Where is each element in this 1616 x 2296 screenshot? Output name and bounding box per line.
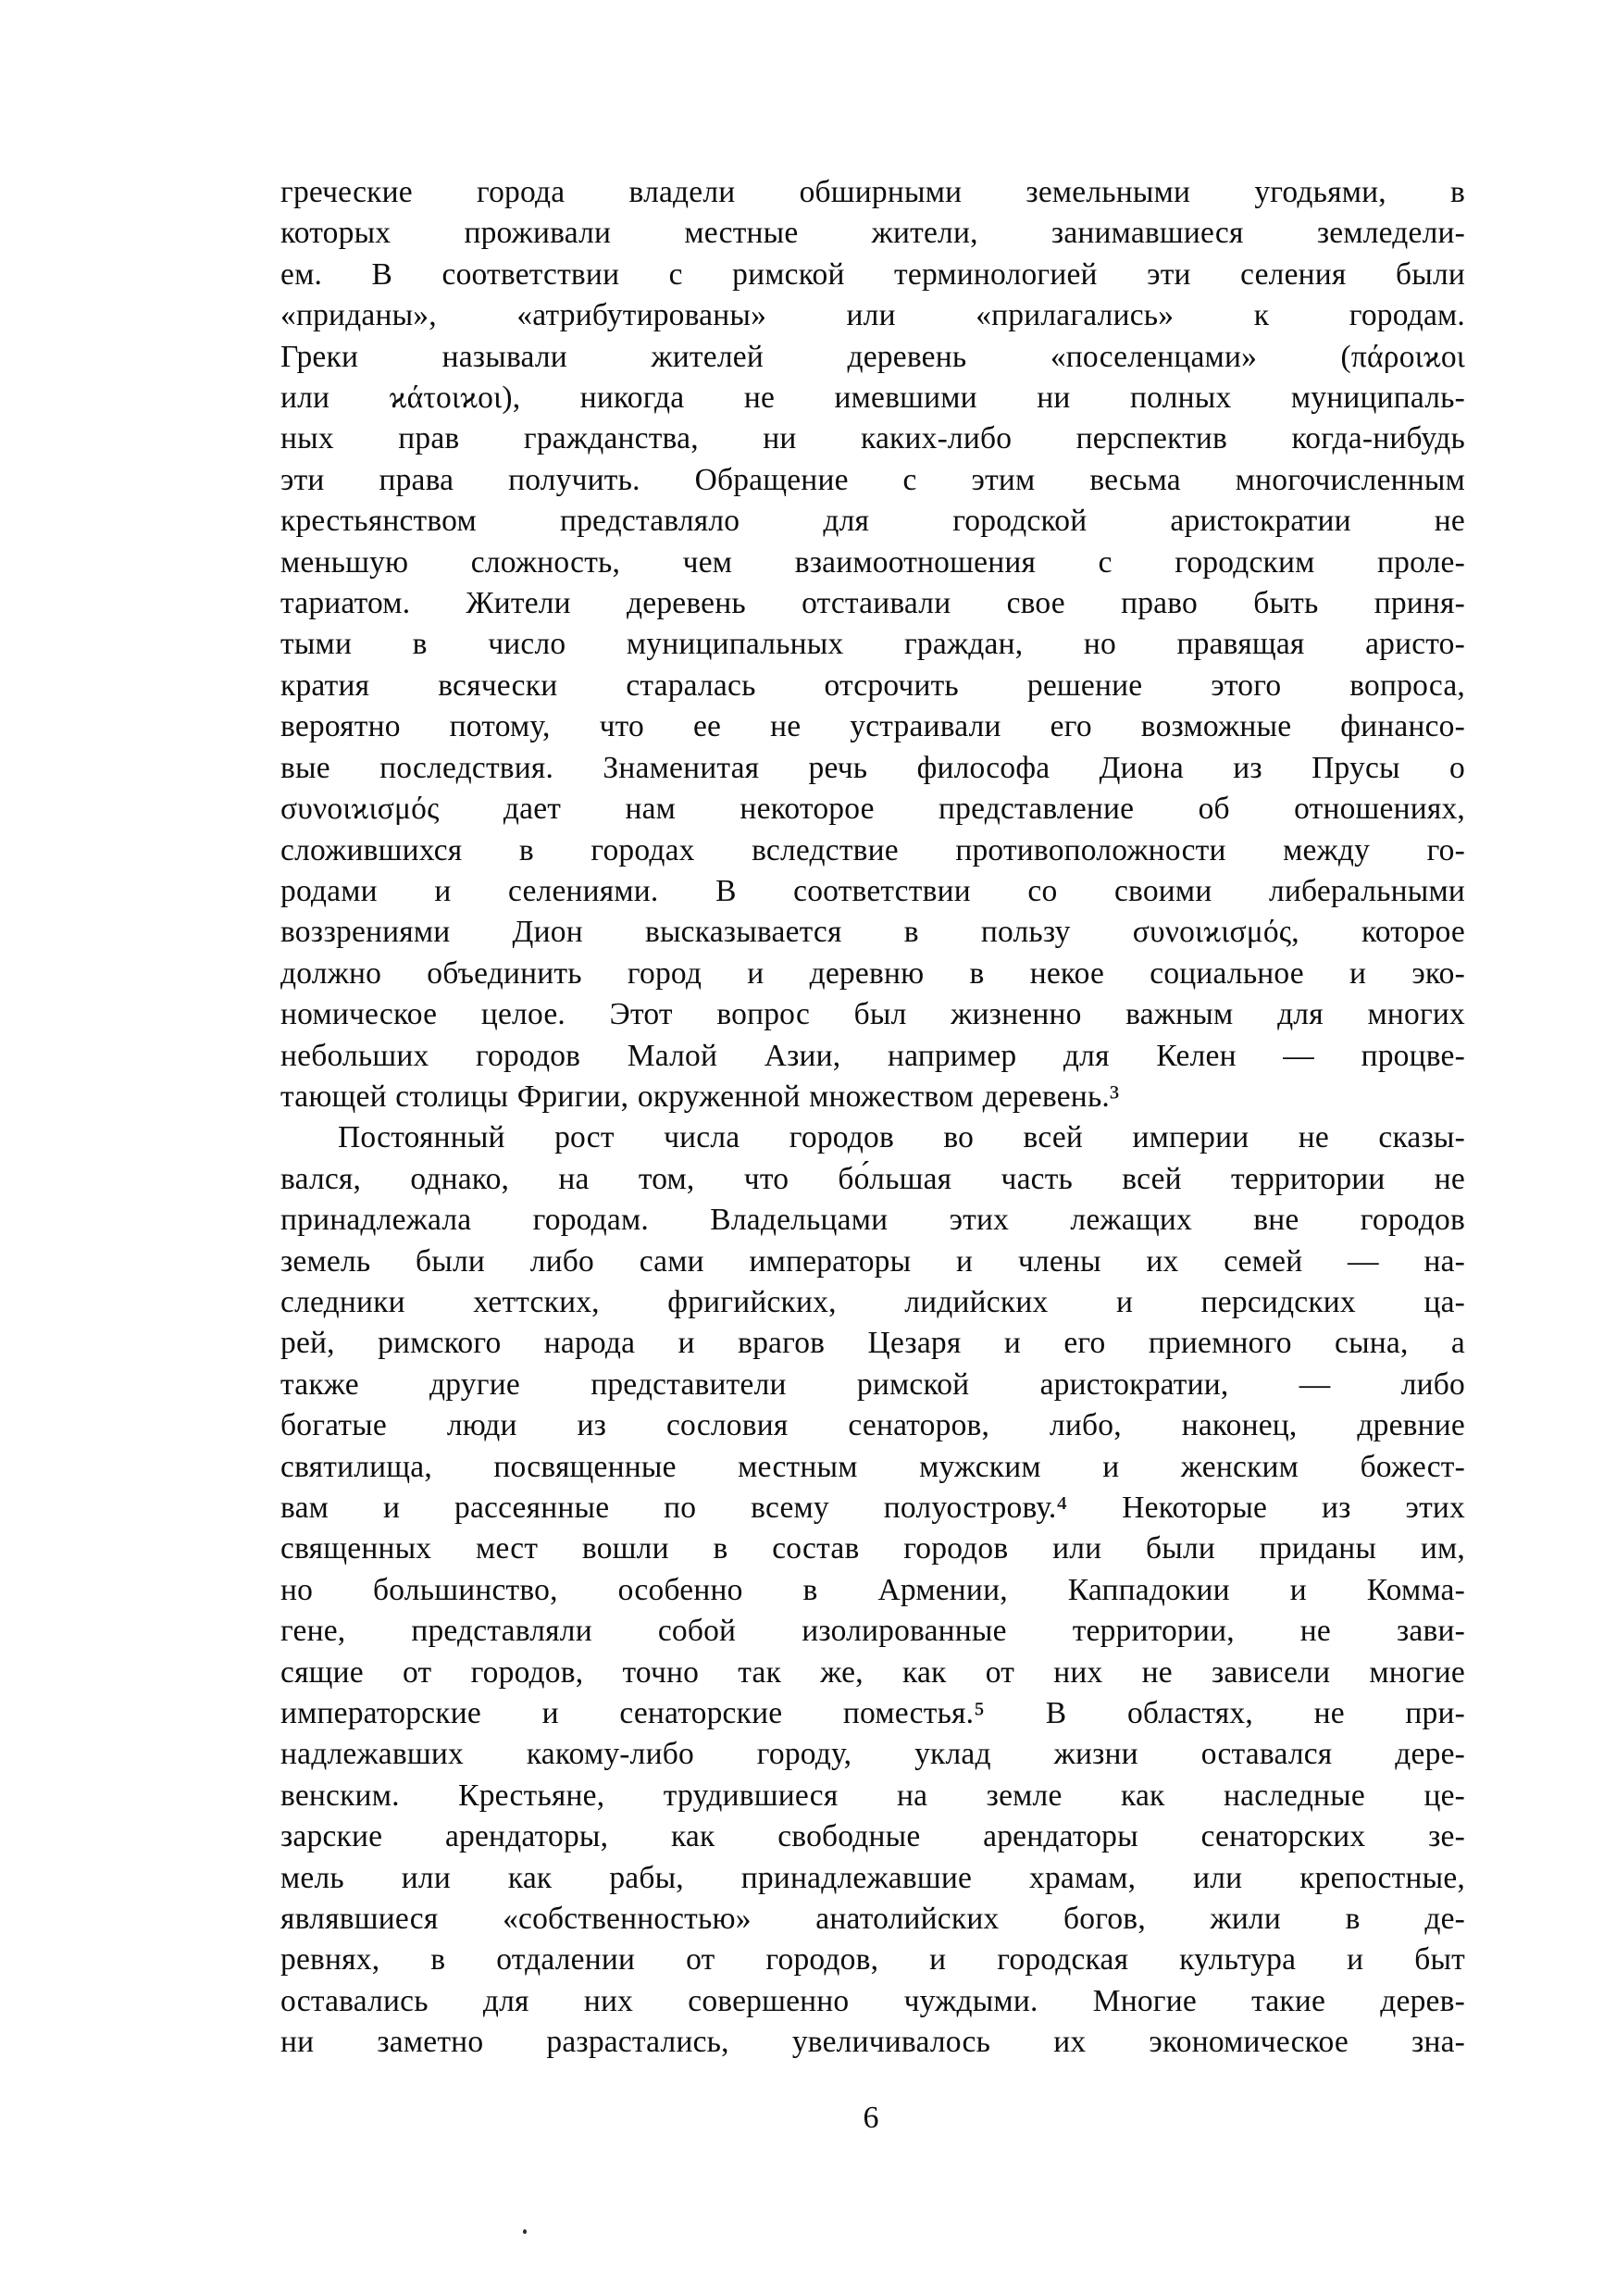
text-line: ни заметно разрастались, увеличивалось их экономическое зна- xyxy=(280,2025,1465,2060)
text-line: надлежавших какому-либо городу, уклад жизни оставался дере- xyxy=(280,1737,1465,1772)
text-line: или ϰάτοιϰοι), никогда не имевшими ни полных муниципаль- xyxy=(280,381,1465,416)
text-line: Греки называли жителей деревень «поселенцами» (πάροιϰοι xyxy=(280,339,1465,374)
text-line: крестьянством представляло для городской аристократии не xyxy=(280,504,1465,539)
text-line: вался, однако, на том, что бо́льшая часть всей территории не xyxy=(280,1161,1465,1196)
text-line: небольших городов Малой Азии, например для Келен — процве- xyxy=(280,1038,1465,1073)
text-line: но большинство, особенно в Армении, Каппадокии и Комма- xyxy=(280,1572,1465,1607)
text-line: вам и рассеянные по всему полуострову.⁴ Некоторые из этих xyxy=(280,1491,1465,1525)
text-line: являвшиеся «собственностью» анатолийских богов, жили в де- xyxy=(280,1902,1465,1937)
text-line: зарские арендаторы, как свободные арендаторы сенаторских зе- xyxy=(280,1819,1465,1854)
text-line: ных прав гражданства, ни каких-либо перспектив когда-нибудь xyxy=(280,421,1465,456)
text-line: мель или как рабы, принадлежавшие храмам, или крепостные, xyxy=(280,1860,1465,1895)
text-line: греческие города владели обширными земельными угодьями, в xyxy=(280,175,1465,209)
text-line: богатые люди из сословия сенаторов, либо, наконец, древние xyxy=(280,1408,1465,1443)
text-line: следники хеттских, фригийских, лидийских и персидских ца- xyxy=(280,1284,1465,1319)
text-line: оставались для них совершенно чуждыми. Многие такие дерев- xyxy=(280,1983,1465,2018)
scan-speck xyxy=(523,2229,527,2234)
text-line: земель были либо сами императоры и члены их семей — на- xyxy=(280,1243,1465,1279)
text-line: гене, представляли собой изолированные территории, не зави- xyxy=(280,1614,1465,1649)
text-line: сящие от городов, точно так же, как от них не зависели многие xyxy=(280,1654,1465,1690)
text-line: принадлежала городам. Владельцами этих лежащих вне городов xyxy=(280,1203,1465,1238)
text-line: сложившихся в городах вследствие противоположности между го- xyxy=(280,832,1465,867)
text-line: должно объединить город и деревню в некое социальное и эко- xyxy=(280,955,1465,991)
text-line: святилища, посвященные местным мужским и женским божест- xyxy=(280,1449,1465,1484)
page-body-text xyxy=(280,172,1465,2064)
text-line: «приданы», «атрибутированы» или «прилагались» к городам. xyxy=(280,298,1465,333)
text-line: ревнях, в отдалении от городов, и городская культура и быт xyxy=(280,1942,1465,1978)
text-line: которых проживали местные жители, занимавшиеся земледели- xyxy=(280,216,1465,251)
text-line: императорские и сенаторские поместья.⁵ В областях, не при- xyxy=(280,1696,1465,1731)
text-line: Постоянный рост числа городов во всей империи не сказы- xyxy=(338,1120,1465,1155)
text-line: вероятно потому, что ее не устраивали его возможные финансо- xyxy=(280,709,1465,744)
text-line: меньшую сложность, чем взаимоотношения с городским проле- xyxy=(280,544,1465,580)
text-line: вые последствия. Знаменитая речь философа Диона из Прусы о xyxy=(280,750,1465,785)
text-line: тариатом. Жители деревень отстаивали свое право быть приня- xyxy=(280,586,1465,621)
text-line: венским. Крестьяне, трудившиеся на земле как наследные це- xyxy=(280,1778,1465,1813)
text-line: священных мест вошли в состав городов или были приданы им, xyxy=(280,1531,1465,1566)
text-line: родами и селениями. В соответствии со своими либеральными xyxy=(280,873,1465,908)
text-line: рей, римского народа и врагов Цезаря и его приемного сына, а xyxy=(280,1326,1465,1361)
text-line: также другие представители римской аристократии, — либо xyxy=(280,1366,1465,1402)
text-line: воззрениями Дион высказывается в пользу συνοιϰισμός, которое xyxy=(280,915,1465,950)
text-line: тыми в число муниципальных граждан, но правящая аристо- xyxy=(280,627,1465,662)
text-line: эти права получить. Обращение с этим весьма многочисленным xyxy=(280,462,1465,497)
text-line: номическое целое. Этот вопрос был жизненно важным для многих xyxy=(280,997,1465,1032)
text-line: συνοιϰισμός дает нам некоторое представление об отношениях, xyxy=(280,792,1465,827)
text-line: ем. В соответствии с римской терминологией эти селения были xyxy=(280,256,1465,292)
text-line: кратия всячески старалась отсрочить решение этого вопроса, xyxy=(280,668,1465,703)
text-line: тающей столицы Фригии, окруженной множеством деревень.³ xyxy=(280,1079,1120,1114)
page-number: 6 xyxy=(863,2101,879,2135)
